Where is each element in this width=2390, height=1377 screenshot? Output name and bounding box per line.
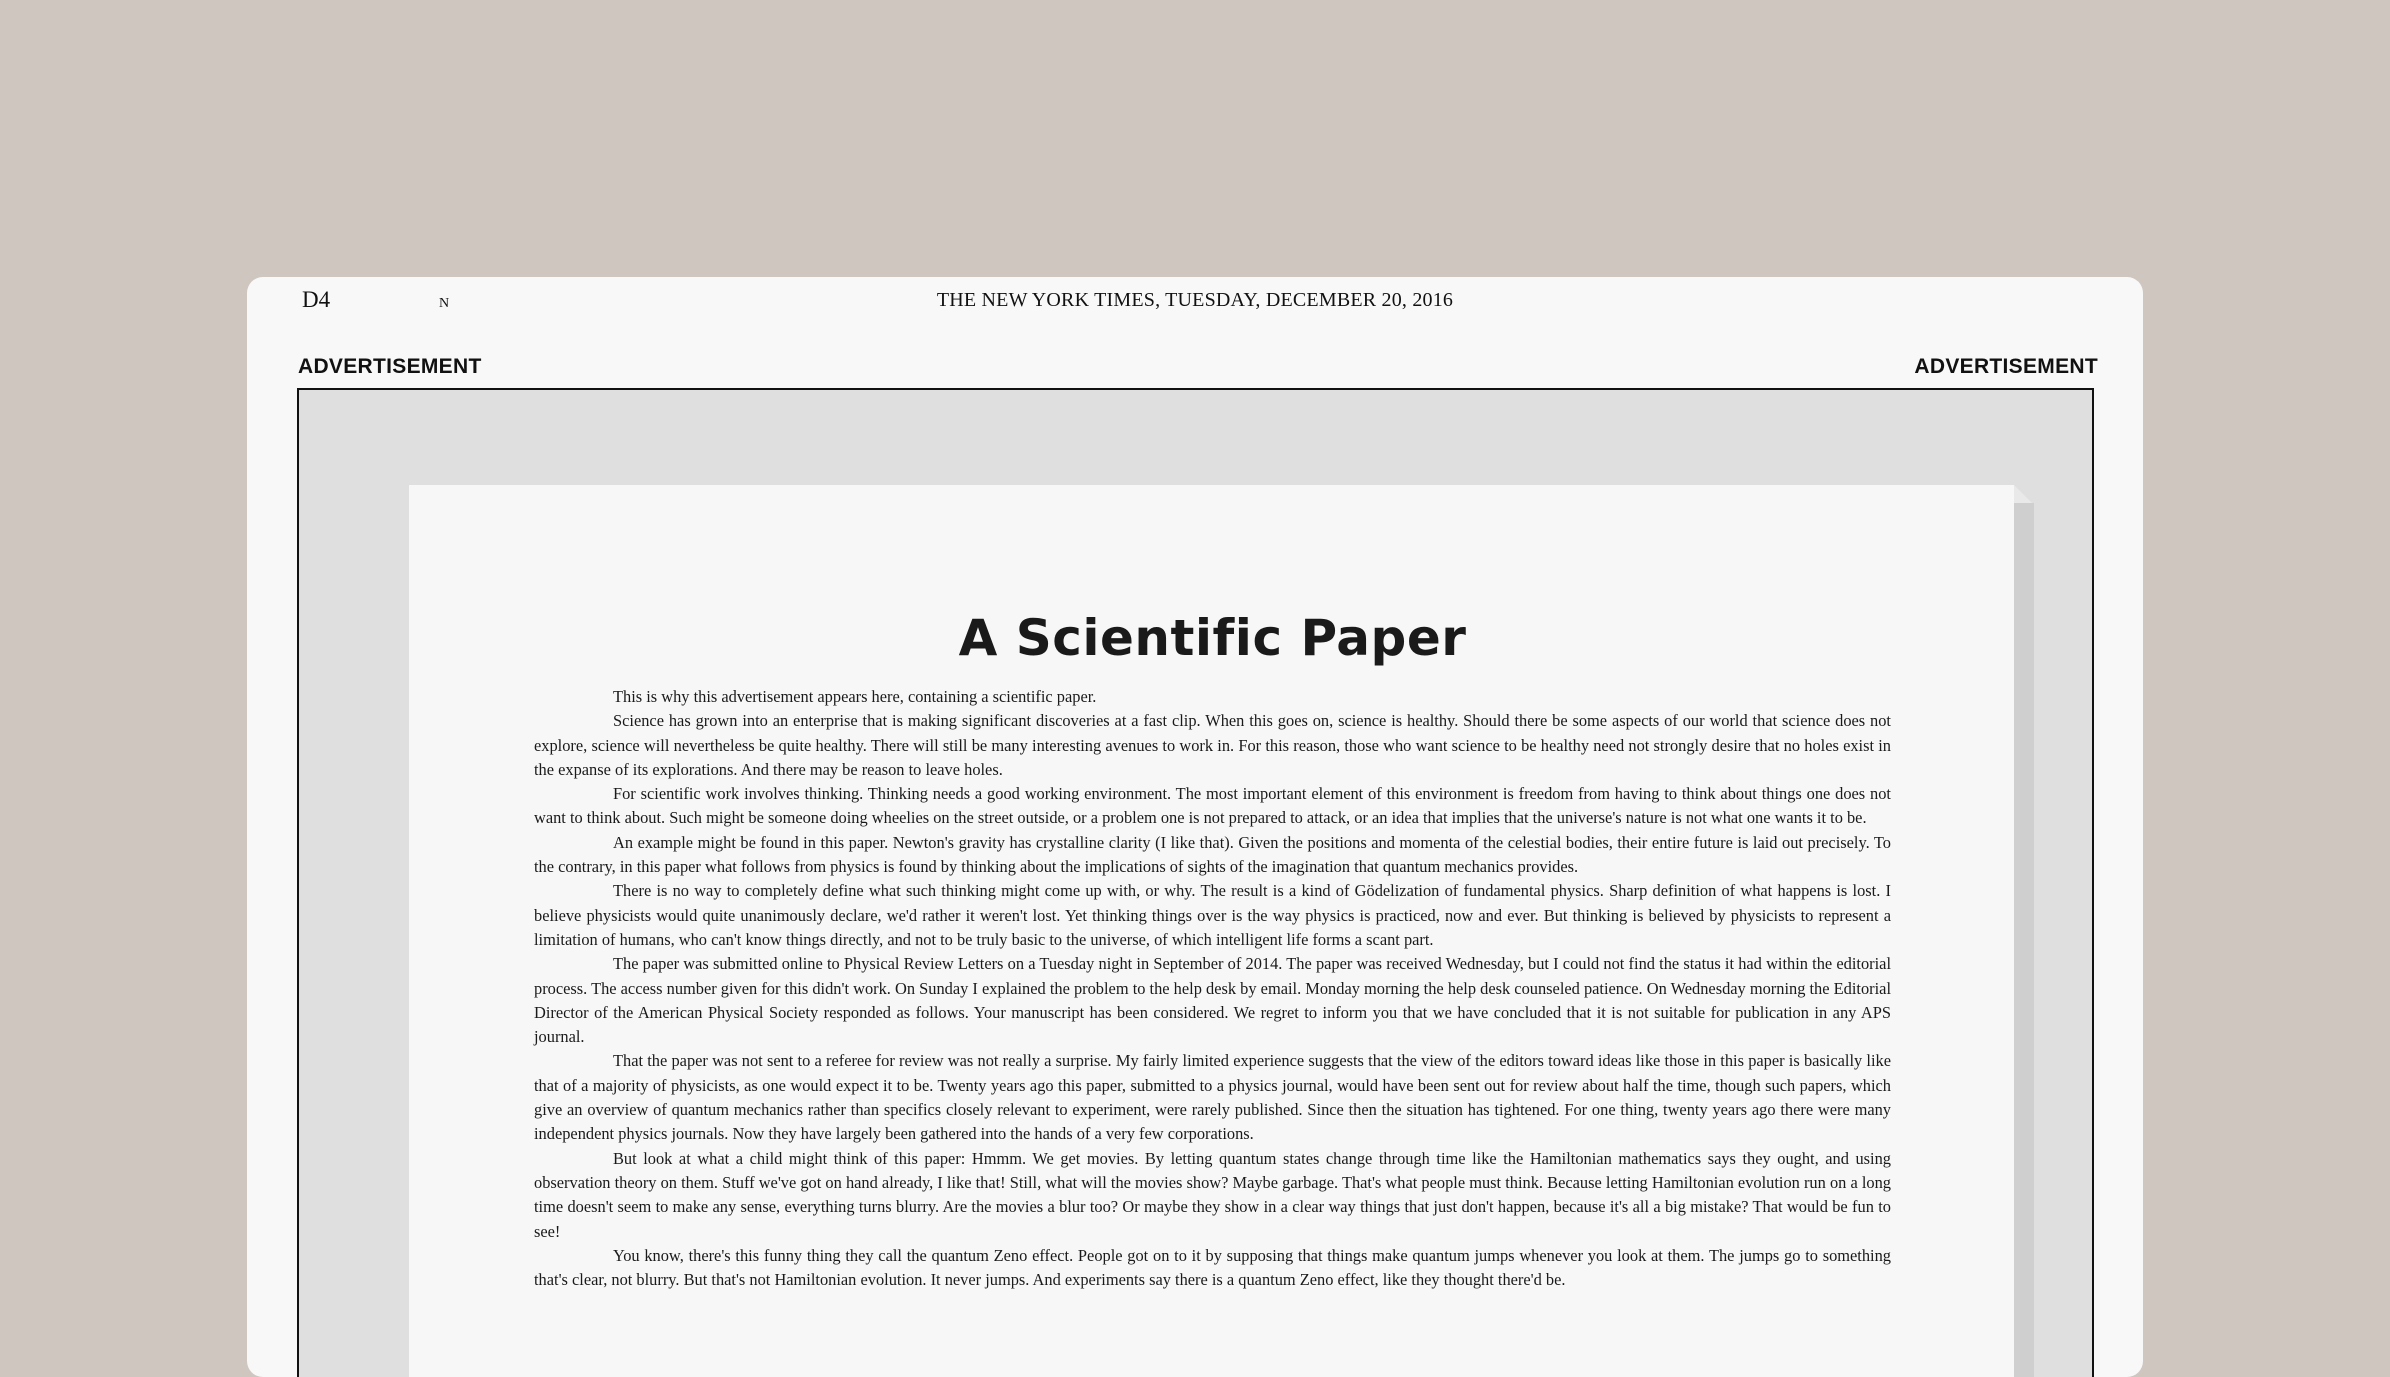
page-number: D4 — [302, 287, 331, 312]
dateline: THE NEW YORK TIMES, TUESDAY, DECEMBER 20, 2016 — [936, 289, 1454, 311]
paper-paragraph: There is no way to completely define what such thinking might come up with, or why. The result is a kind of Gödelization of fundamental physics. Sharp definition of what happens is lost. I believe physicists would quite unanimously declare, we'd rather it weren't lost. Yet thinking things over is the way physics is practiced, now and ever. But thinking is believed by physicists to represent a limitation of humans, who can't know things directly, and not to be truly basic to the universe, of which intelligent life forms a scant part. — [534, 881, 1891, 949]
paper-paragraph: This is why this advertisement appears here, containing a scientific paper. — [613, 687, 1097, 706]
scientific-paper-sheet — [409, 485, 2014, 1377]
newspaper-page — [247, 277, 2143, 1377]
edition-mark: N — [439, 296, 450, 311]
paper-title: A Scientific Paper — [958, 609, 1467, 667]
paper-paragraph: For scientific work involves thinking. Thinking needs a good working environment. The most important element of this environment is freedom from having to think about things one does not want to think about. Such might be someone doing wheelies on the street outside, or a problem one is not prepared to attack, or an idea that implies that the universe's nature is not what one wants it to be. — [534, 784, 1891, 828]
advertisement-label-right: ADVERTISEMENT — [1914, 355, 2098, 378]
advertisement-box — [297, 388, 2094, 1377]
paper-edge-corner — [2014, 485, 2032, 503]
paper-paragraph: An example might be found in this paper. Newton's gravity has crystalline clarity (I like that). Given the positions and momenta of the celestial bodies, their entire future is laid out precisely. To the contrary, in this paper what follows from physics is found by thinking about the implications of sights of the imagination that quantum mechanics provides. — [534, 832, 1891, 877]
paper-sheet-wrapper — [409, 485, 2049, 1377]
paper-paragraph: That the paper was not sent to a referee for review was not really a surprise. My fairly limited experience suggests that the view of the editors toward ideas like those in this paper is basically like that of a majority of physicists, as one would expect it to be. Twenty years ago this paper, submitted to a physics journal, would have been sent out for review about half the time, though such papers, which give an overview of quantum mechanics rather than specifics closely relevant to experiment, were rarely published. Since then the situation has tightened. For one thing, twenty years ago there were many independent physics journals. Now they have largely been gathered into the hands of a very few corporations. — [534, 1051, 1891, 1144]
newspaper-header — [247, 277, 2143, 327]
paper-body — [534, 685, 1891, 1292]
paper-paragraph: The paper was submitted online to Physical Review Letters on a Tuesday night in September of 2014. The paper was received Wednesday, but I could not find the status it had within the editorial process. The access number given for this didn't work. On Sunday I explained the problem to the help desk by email. Monday morning the help desk counseled patience. On Wednesday morning the Editorial Director of the American Physical Society responded as follows. Your manuscript has been considered. We regret to inform you that we have concluded that it is not suitable for publication in any APS journal. — [534, 954, 1891, 1047]
advertisement-label-left: ADVERTISEMENT — [298, 355, 482, 378]
paper-paragraph: But look at what a child might think of this paper: Hmmm. We get movies. By letting quantum states change through time like the Hamiltonian mathematics says they ought, and using observation theory on them. Stuff we've got on hand already, I like that! Still, what will the movies show? Maybe garbage. That's what people must think. Because letting Hamiltonian evolution run on a long time doesn't seem to make any sense, everything turns blurry. Are the movies a blur too? Or maybe they show in a clear way things that just don't happen, because it's all a big mistake? That would be fun to see! — [534, 1148, 1891, 1241]
paper-paragraph: You know, there's this funny thing they call the quantum Zeno effect. People got on to it by supposing that things make quantum jumps whenever you look at them. The jumps go to something that's clear, not blurry. But that's not Hamiltonian evolution. It never jumps. And experiments say there is a quantum Zeno effect, like they thought there'd be. — [534, 1245, 1891, 1290]
paper-edge-shadow — [2014, 503, 2034, 1377]
paper-paragraph: Science has grown into an enterprise that is making significant discoveries at a fast clip. When this goes on, science is healthy. Should there be some aspects of our world that science does not explore, science will nevertheless be quite healthy. There will still be many interesting avenues to work in. For this reason, those who want science to be healthy need not strongly desire that no holes exist in the expanse of its explorations. And there may be reason to leave holes. — [534, 711, 1891, 779]
